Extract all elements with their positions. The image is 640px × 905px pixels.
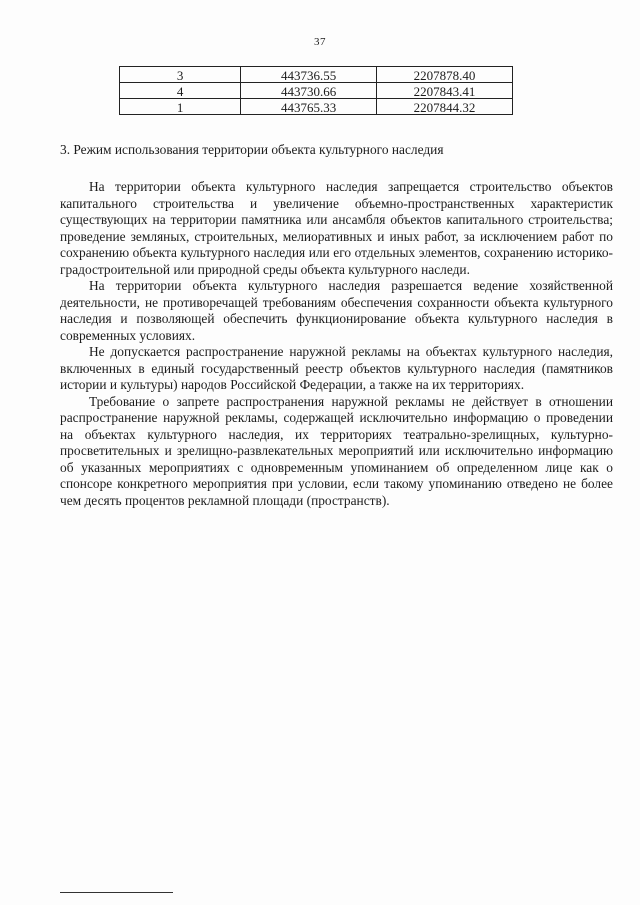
- x-coordinate-cell: 443736.55: [241, 67, 377, 83]
- y-coordinate-cell: 2207844.32: [377, 99, 513, 115]
- table-row: [120, 67, 513, 83]
- footnote-divider: [60, 892, 173, 893]
- section-body: [60, 179, 613, 509]
- x-coordinate-cell: 443730.66: [241, 83, 377, 99]
- y-coordinate-cell: 2207878.40: [377, 67, 513, 83]
- coordinates-table: [119, 66, 513, 115]
- point-number-cell: 3: [120, 67, 241, 83]
- paragraph-advertising-ban: Не допускается распространение наружной рекламы на объектах культурного наследия, включенных в единый государственный реестр объектов культурного наследия (памятников истории и культуры) народов Российской Федерации, а также на их территориях.: [60, 344, 613, 392]
- table-row: [120, 99, 513, 115]
- point-number-cell: 4: [120, 83, 241, 99]
- x-coordinate-cell: 443765.33: [241, 99, 377, 115]
- point-number-cell: 1: [120, 99, 241, 115]
- page-number: 37: [314, 36, 326, 48]
- paragraph-advertising-exception: Требование о запрете распространения наружной рекламы не действует в отношении распространение наружной рекламы, содержащей исключительно информацию о проведении на объектах культурного наследия, их территориях театрально-зрелищных, культурно-просветительных и зрелищно-развлекательных мероприятий или исключительно информацию об указанных мероприятиях с одновременным упоминанием об определенном лице как о спонсоре конкретного мероприятия при условии, если такому упоминанию отведено не более чем десять процентов рекламной площади (пространств).: [60, 393, 613, 508]
- paragraph-permitted-activity: На территории объекта культурного наследия разрешается ведение хозяйственной деятельности, не противоречащей требованиям обеспечения сохранности объекта культурного наследия и позволяющей обеспечить функционирование объекта культурного наследия в современных условиях.: [60, 278, 613, 343]
- y-coordinate-cell: 2207843.41: [377, 83, 513, 99]
- table-row: [120, 83, 513, 99]
- paragraph-prohibitions: На территории объекта культурного наследия запрещается строительство объектов капитального строительства и увеличение объемно-пространственных характеристик существующих на территории памятника или ансамбля объектов капитального строительства; проведение земляных, строительных, мелиоративных и иных работ, за исключением работ по сохранению объекта культурного наследия или его отдельных элементов, сохранению историко-градостроительной или природной среды объекта культурного наследи.: [60, 179, 613, 277]
- section-heading: 3. Режим использования территории объекта культурного наследия: [60, 142, 444, 157]
